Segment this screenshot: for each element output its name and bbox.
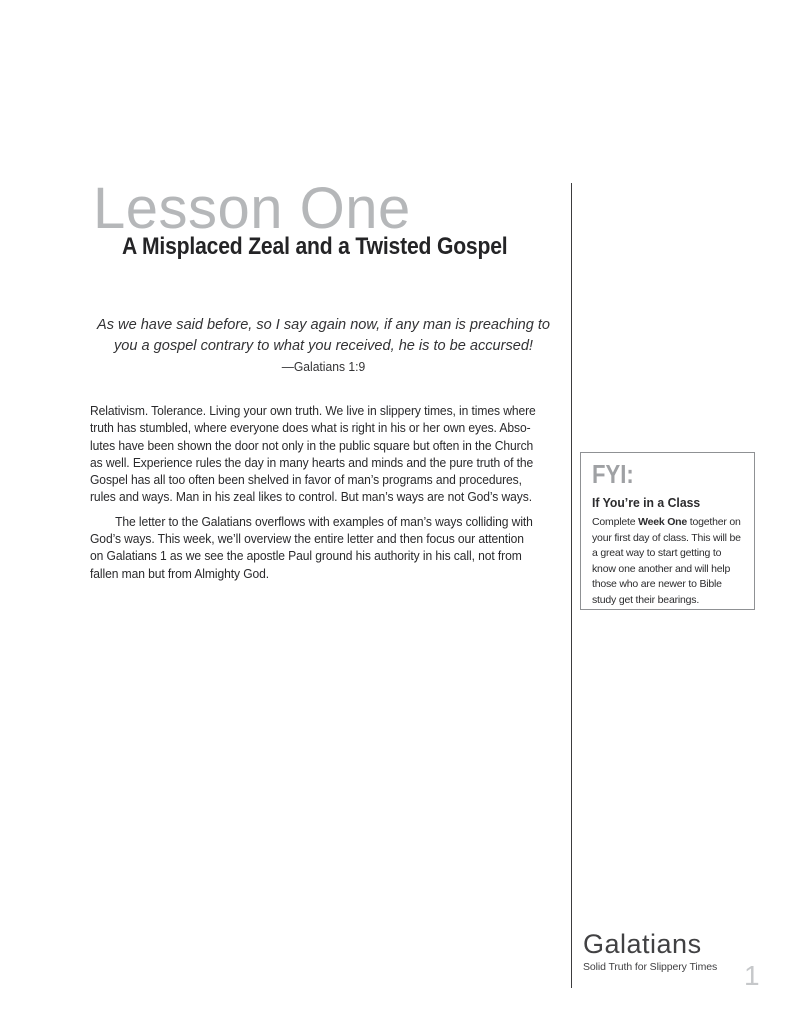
body-line: as well. Experience rules the day in many hearts and minds and the pure truth of the <box>90 454 534 470</box>
body-line: rules and ways. Man in his zeal likes to control. But man’s ways are not God’s ways. <box>90 489 532 505</box>
body-line: lutes have been shown the door not only in the public square but often in the Church <box>90 437 534 453</box>
fyi-sidebar-box <box>580 452 755 610</box>
body-line: Relativism. Tolerance. Living your own truth. We live in slippery times, in times where <box>90 403 536 418</box>
body-line: on Galatians 1 as we see the apostle Paul ground his authority in his call, not from <box>90 548 522 564</box>
fyi-body-bold: Week One <box>638 516 688 528</box>
book-title: Galatians <box>583 929 702 959</box>
page-number: 1 <box>744 960 760 991</box>
vertical-divider <box>571 183 572 988</box>
fyi-body-text <box>592 515 744 608</box>
fyi-label: FYI: <box>592 459 634 489</box>
scripture-quote <box>97 314 550 375</box>
fyi-heading: If You’re in a Class <box>592 495 701 510</box>
body-line: God’s ways. This week, we’ll overview the entire letter and then focus our attention <box>90 531 524 547</box>
book-tagline: Solid Truth for Slippery Times <box>583 961 718 973</box>
fyi-body-prefix: Complete <box>592 516 639 528</box>
body-paragraph-2 <box>90 513 555 582</box>
body-line: truth has stumbled, where everyone does what is right in his or her own eyes. Abso- <box>90 420 531 436</box>
lesson-body <box>90 402 590 582</box>
book-footer <box>583 928 717 974</box>
scripture-quote-line: you a gospel contrary to what you received, he is to be accursed! <box>114 337 533 354</box>
lesson-title: Lesson One <box>93 176 411 241</box>
fyi-body-suffix: together on your first day of class. This will be a great way to start getting to know one another and will help those who are newer to Bible study get their bearings. <box>592 516 741 606</box>
body-line: The letter to the Galatians overflows with examples of man’s ways colliding with <box>115 513 533 529</box>
scripture-quote-line: As we have said before, so I say again now, if any man is preaching to <box>97 316 550 333</box>
lesson-subtitle: A Misplaced Zeal and a Twisted Gospel <box>122 233 508 260</box>
body-line: Gospel has all too often been shelved in favor of man’s programs and procedures, <box>90 472 522 488</box>
scripture-reference: —Galatians 1:9 <box>281 360 366 374</box>
body-paragraph-1 <box>90 402 555 506</box>
body-line: fallen man but from Almighty God. <box>90 565 270 581</box>
